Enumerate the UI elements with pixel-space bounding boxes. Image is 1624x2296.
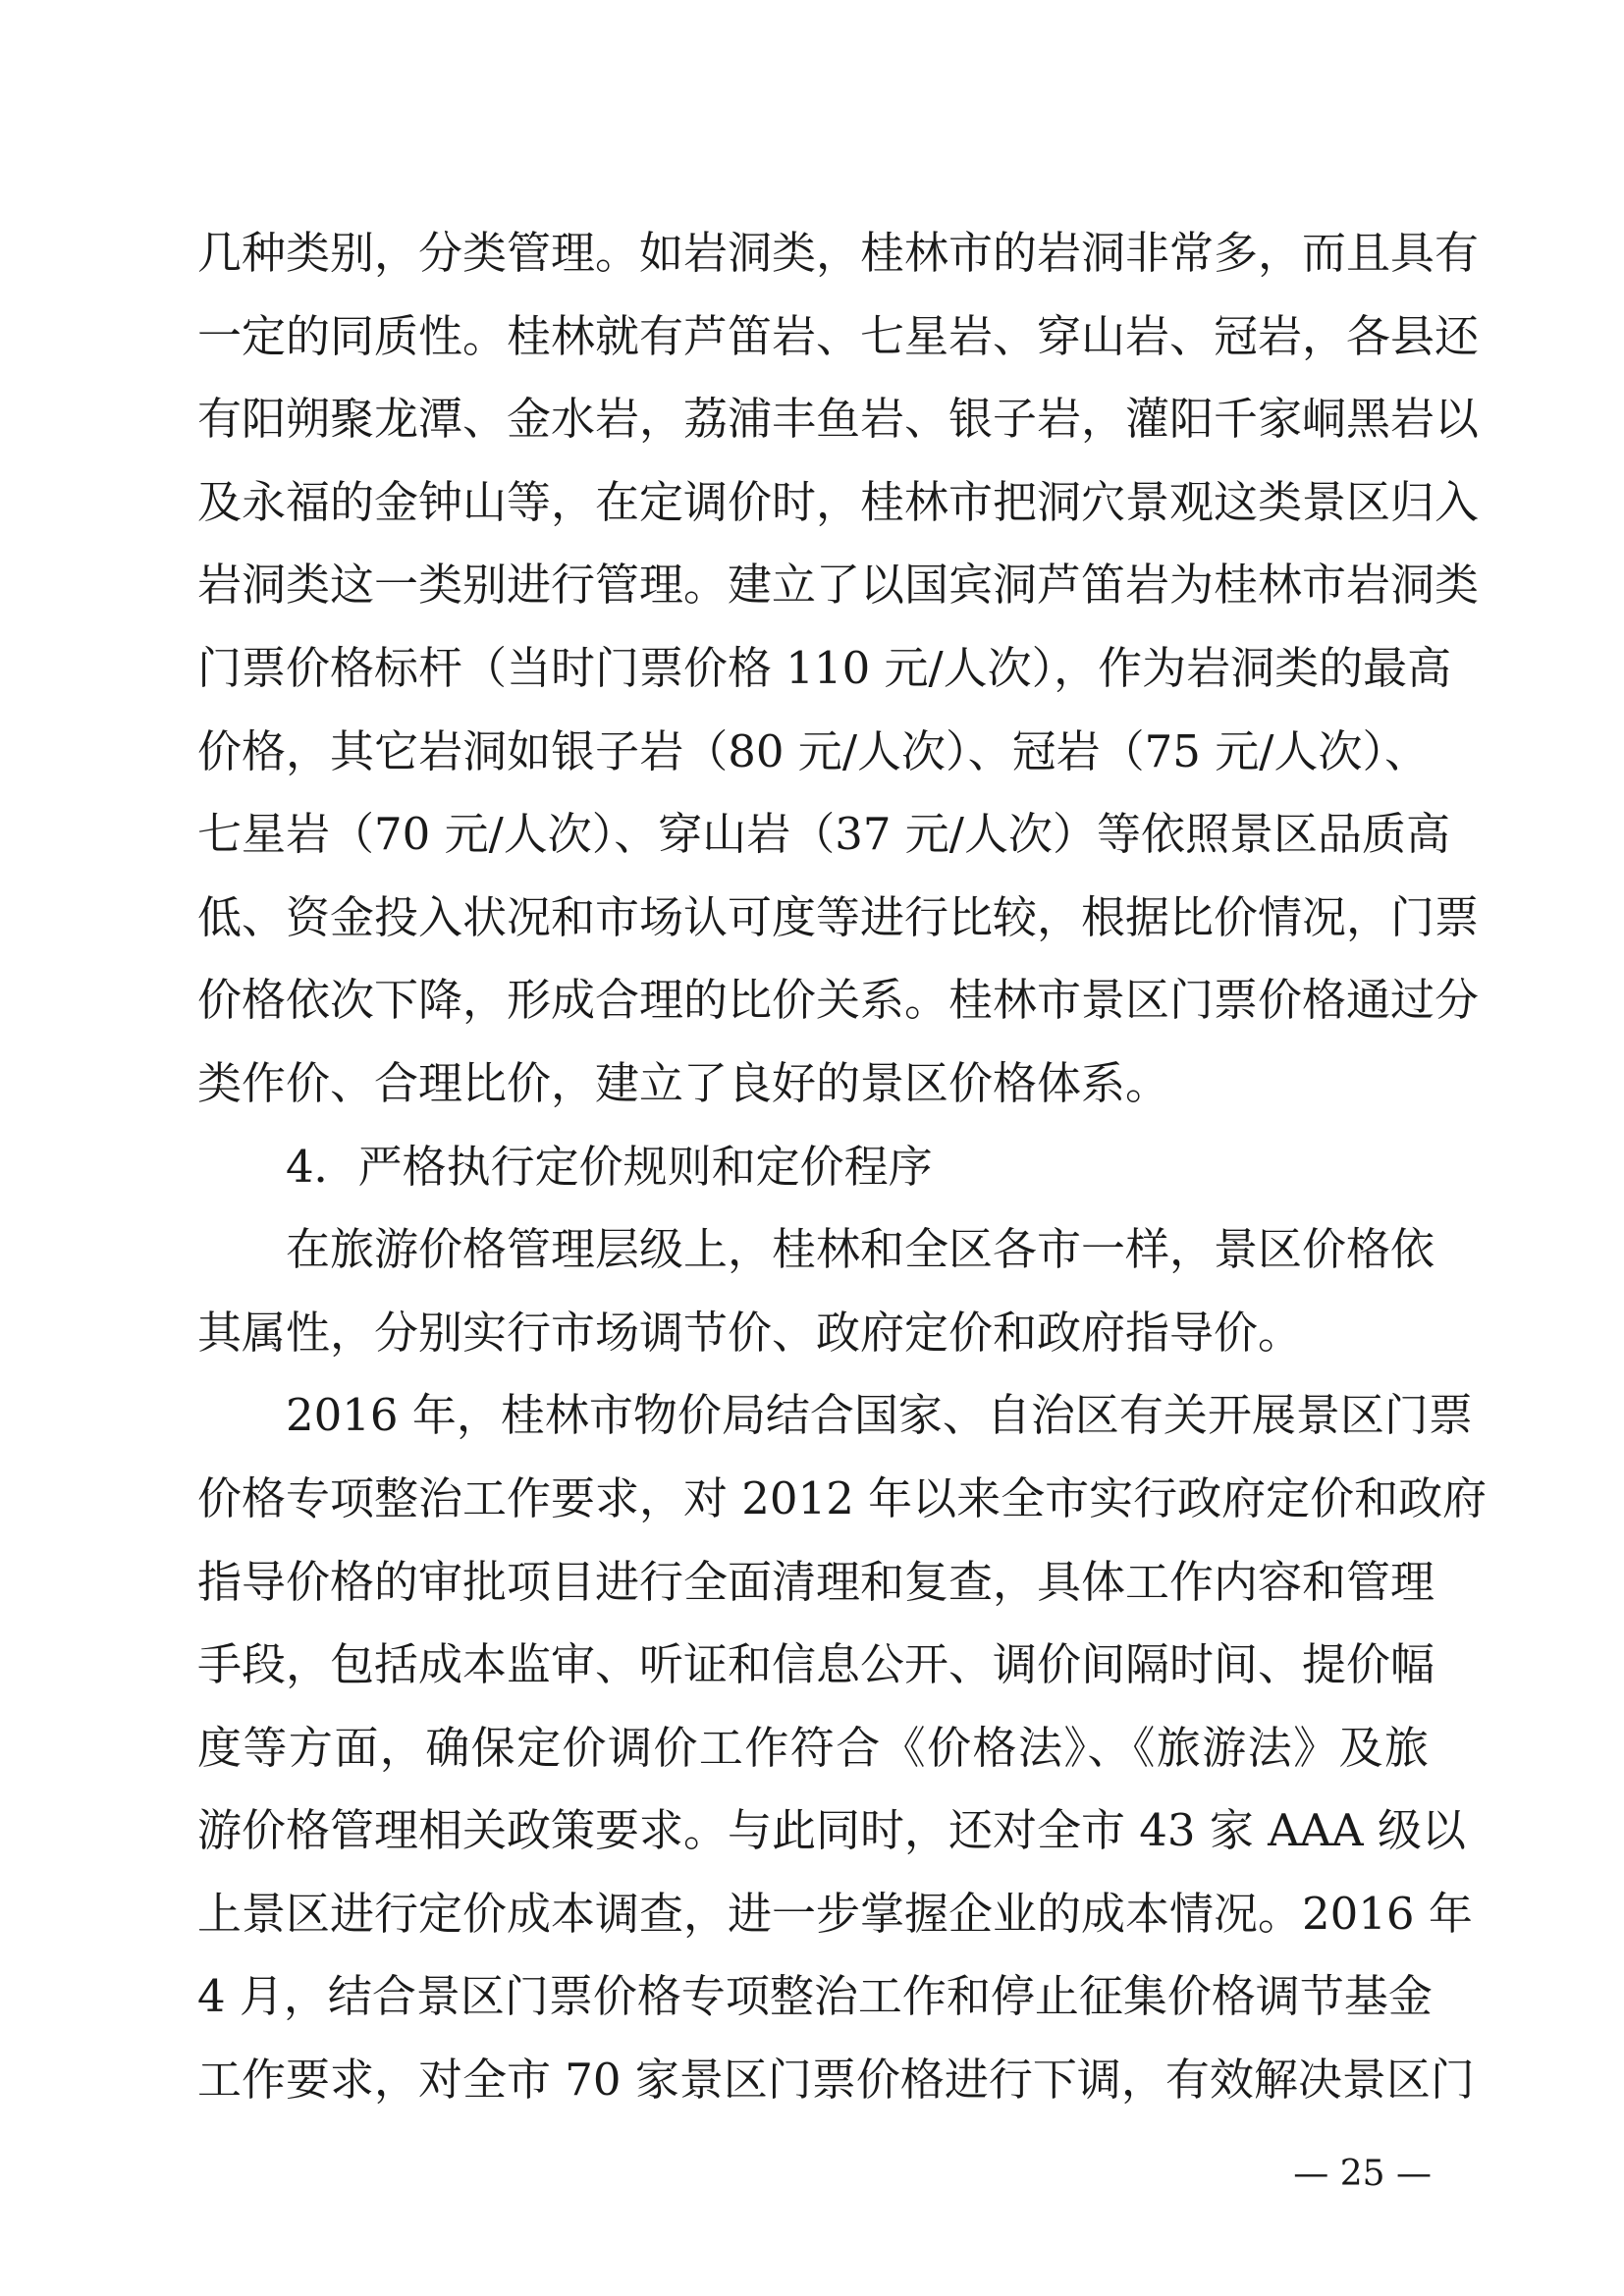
- text-line: 岩洞类这一类别进行管理。建立了以国宾洞芦笛岩为桂林市岩洞类: [197, 559, 1480, 612]
- text-line: 2016 年，桂林市物价局结合国家、自治区有关开展景区门票: [286, 1389, 1473, 1442]
- text-line: 几种类别，分类管理。如岩洞类，桂林市的岩洞非常多，而且具有: [197, 227, 1480, 279]
- body-text: [197, 212, 1488, 2122]
- text-line: 手段，包括成本监审、听证和信息公开、调价间隔时间、提价幅: [197, 1638, 1435, 1691]
- text-line: 及永福的金钟山等，在定调价时，桂林市把洞穴景观这类景区归入: [197, 475, 1480, 528]
- text-line: 低、资金投入状况和市场认可度等进行比较，根据比价情况，门票: [197, 890, 1480, 943]
- page-number: — 25 —: [1293, 2154, 1432, 2194]
- section-heading: 4．严格执行定价规则和定价程序: [286, 1140, 933, 1193]
- text-line: 一定的同质性。桂林就有芦笛岩、七星岩、穿山岩、冠岩，各县还: [197, 309, 1480, 362]
- text-line: 工作要求，对全市 70 家景区门票价格进行下调，有效解决景区门: [197, 2054, 1475, 2107]
- text-line: 指导价格的审批项目进行全面清理和复查，具体工作内容和管理: [197, 1555, 1435, 1608]
- text-line: 度等方面，确保定价调价工作符合《价格法》、《旅游法》及旅: [197, 1721, 1429, 1774]
- text-line: 价格专项整治工作要求，对 2012 年以来全市实行政府定价和政府: [197, 1471, 1488, 1524]
- text-line: 七星岩（70 元/人次）、穿山岩（37 元/人次）等依照景区品质高: [197, 808, 1450, 861]
- text-line: 其属性，分别实行市场调节价、政府定价和政府指导价。: [197, 1306, 1303, 1359]
- text-line: 上景区进行定价成本调查，进一步掌握企业的成本情况。2016 年: [197, 1887, 1473, 1940]
- text-line: 游价格管理相关政策要求。与此同时，还对全市 43 家 AAA 级以: [197, 1804, 1466, 1857]
- text-line: 价格依次下降，形成合理的比价关系。桂林市景区门票价格通过分: [197, 974, 1480, 1027]
- text-line: 门票价格标杆（当时门票价格 110 元/人次），作为岩洞类的最高: [197, 641, 1452, 694]
- text-line: 在旅游价格管理层级上，桂林和全区各市一样，景区价格依: [286, 1223, 1435, 1276]
- text-line: 价格，其它岩洞如银子岩（80 元/人次）、冠岩（75 元/人次）、: [197, 724, 1429, 777]
- text-line: 类作价、合理比价，建立了良好的景区价格体系。: [197, 1056, 1170, 1109]
- text-line: 4 月，结合景区门票价格专项整治工作和停止征集价格调节基金: [197, 1970, 1433, 2023]
- text-line: 有阳朔聚龙潭、金水岩，荔浦丰鱼岩、银子岩，灌阳千家峒黑岩以: [197, 393, 1480, 446]
